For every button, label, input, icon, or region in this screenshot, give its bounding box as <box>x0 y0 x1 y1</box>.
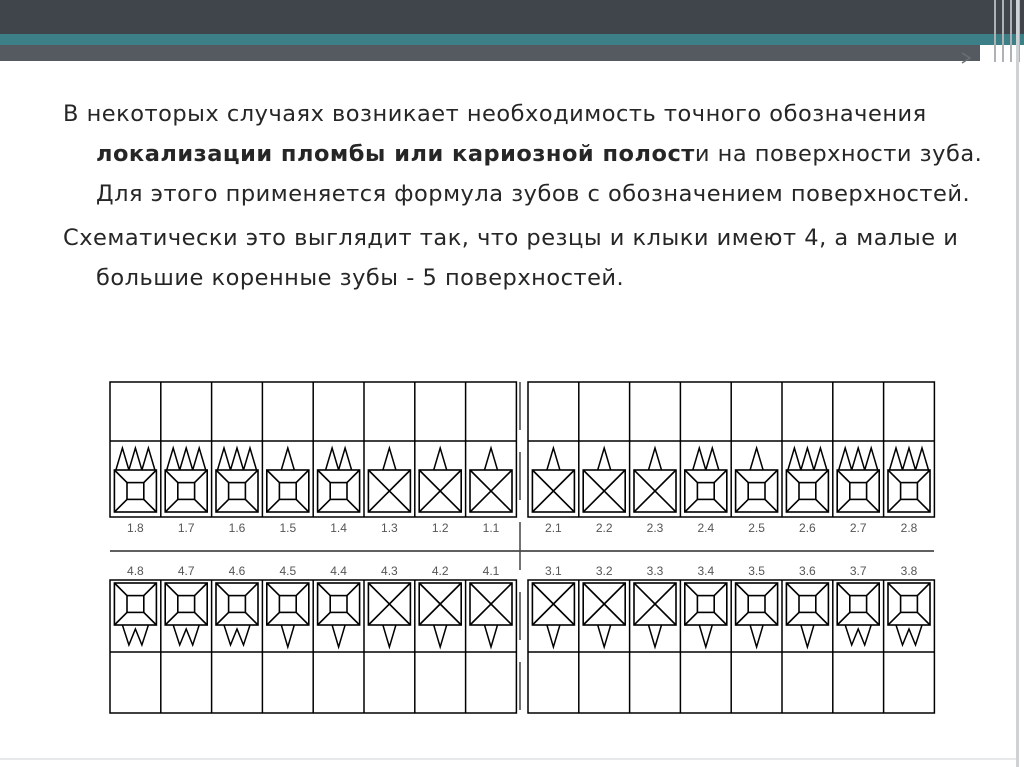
lower-tooth-3.8-center <box>901 596 918 613</box>
lower-tooth-4.4-diag <box>318 583 331 596</box>
upper-root-2.4 <box>693 448 719 470</box>
lower-tooth-4.5-diag <box>296 583 309 596</box>
lower-tooth-label: 4.7 <box>177 564 195 578</box>
upper-tooth-2.8-diag <box>917 470 930 483</box>
lower-tooth-label: 3.8 <box>900 564 918 578</box>
lower-tooth-3.7 <box>837 583 879 625</box>
upper-tooth-label: 2.4 <box>697 521 715 535</box>
lower-tooth-4.8 <box>114 583 156 625</box>
lower-tooth-3.6 <box>786 583 828 625</box>
lower-tooth-4.4-diag <box>347 612 360 625</box>
lower-root-3.4 <box>699 625 712 647</box>
lower-tooth-4.8-center <box>127 596 144 613</box>
upper-root-1.3 <box>383 448 396 470</box>
lower-tooth-label: 4.6 <box>228 564 246 578</box>
upper-tooth-1.6-center <box>229 483 246 500</box>
lower-root-4.1 <box>485 625 498 647</box>
lower-tooth-3.8-diag <box>888 583 901 596</box>
lower-tooth-3.5-diag <box>765 583 778 596</box>
lower-tooth-4.1 <box>470 583 512 625</box>
lower-tooth-3.4 <box>685 583 727 625</box>
lower-tooth-label: 4.4 <box>330 564 347 578</box>
lower-tooth-3.5-diag <box>736 583 749 596</box>
lower-root-4.2 <box>434 625 447 647</box>
upper-tooth-2.8 <box>888 470 930 512</box>
upper-tooth-label: 2.5 <box>748 521 765 535</box>
upper-tooth-2.6 <box>786 470 828 512</box>
lower-tooth-3.8 <box>888 583 930 625</box>
lower-tooth-4.7-center <box>178 596 195 613</box>
lower-tooth-label: 4.5 <box>279 564 297 578</box>
upper-tooth-1.1 <box>470 470 512 512</box>
lower-root-4.8 <box>122 625 148 645</box>
upper-tooth-1.8-diag <box>144 470 157 483</box>
paragraph-2: Схематически это выглядит так, что резцы и клыки имеют 4, а малые и большие коренные зубы - 5 поверхностей. <box>63 225 959 291</box>
upper-tooth-1.6-diag <box>245 499 258 512</box>
upper-tooth-2.5-diag <box>765 499 778 512</box>
upper-tooth-2.7-diag <box>867 470 880 483</box>
upper-tooth-2.4-diag <box>685 499 698 512</box>
upper-root-1.7 <box>167 448 206 470</box>
paragraph-1-bold: локализации пломбы или кариозной полост <box>96 141 695 167</box>
lower-tooth-label: 3.2 <box>595 564 613 578</box>
lower-tooth-3.4-diag <box>714 612 727 625</box>
upper-tooth-2.1 <box>532 470 574 512</box>
upper-tooth-2.6-diag <box>786 470 799 483</box>
upper-tooth-2.6-diag <box>786 499 799 512</box>
upper-tooth-2.7-diag <box>867 499 880 512</box>
lower-tooth-4.7-diag <box>195 612 208 625</box>
upper-tooth-2.5-center <box>748 483 765 500</box>
upper-tooth-2.4-diag <box>685 470 698 483</box>
lower-tooth-4.8-diag <box>114 612 127 625</box>
lower-tooth-4.5-center <box>279 596 296 613</box>
lower-root-3.8 <box>896 625 922 645</box>
upper-tooth-1.5-diag <box>267 499 280 512</box>
lower-tooth-3.3 <box>634 583 676 625</box>
lower-tooth-4.5-diag <box>267 583 280 596</box>
lower-root-3.3 <box>649 625 662 647</box>
lower-root-3.1 <box>547 625 560 647</box>
lower-tooth-3.6-diag <box>816 583 829 596</box>
lower-tooth-4.8-diag <box>144 612 157 625</box>
lower-tooth-4.4-diag <box>347 583 360 596</box>
lower-tooth-4.8-diag <box>144 583 157 596</box>
lower-tooth-3.5-diag <box>765 612 778 625</box>
lower-tooth-4.6-diag <box>216 583 229 596</box>
upper-tooth-1.7-center <box>178 483 195 500</box>
upper-tooth-label: 1.1 <box>482 521 500 535</box>
upper-tooth-1.6-diag <box>245 470 258 483</box>
upper-tooth-label: 1.8 <box>127 521 144 535</box>
upper-tooth-2.6-center <box>799 483 816 500</box>
lower-tooth-3.6-center <box>799 596 816 613</box>
upper-root-1.5 <box>281 448 294 470</box>
upper-root-1.8 <box>116 448 155 470</box>
lower-tooth-3.5-center <box>748 596 765 613</box>
upper-tooth-label: 1.4 <box>330 521 347 535</box>
upper-tooth-2.3 <box>634 470 676 512</box>
lower-tooth-label: 4.2 <box>431 564 449 578</box>
lower-tooth-3.6-diag <box>816 612 829 625</box>
upper-root-2.8 <box>890 448 929 470</box>
upper-root-2.2 <box>598 448 611 470</box>
lower-tooth-label: 3.5 <box>748 564 765 578</box>
lower-tooth-3.4-diag <box>685 612 698 625</box>
lower-tooth-4.7-diag <box>195 583 208 596</box>
upper-tooth-1.7-diag <box>165 470 178 483</box>
upper-tooth-1.5-diag <box>296 499 309 512</box>
upper-root-2.3 <box>649 448 662 470</box>
upper-tooth-2.8-center <box>901 483 918 500</box>
upper-tooth-1.4-diag <box>347 470 360 483</box>
upper-tooth-1.8-diag <box>144 499 157 512</box>
upper-tooth-2.5-diag <box>765 470 778 483</box>
lower-tooth-3.8-diag <box>888 612 901 625</box>
lower-tooth-3.4-diag <box>714 583 727 596</box>
upper-root-1.4 <box>326 448 352 470</box>
upper-tooth-label: 2.7 <box>849 521 867 535</box>
upper-root-2.5 <box>750 448 763 470</box>
lower-tooth-3.4-diag <box>685 583 698 596</box>
lower-root-4.6 <box>224 625 250 645</box>
lower-tooth-label: 3.7 <box>849 564 867 578</box>
lower-tooth-3.8-diag <box>917 583 930 596</box>
upper-tooth-2.8-diag <box>917 499 930 512</box>
lower-tooth-4.5-diag <box>267 612 280 625</box>
lower-tooth-4.7 <box>165 583 207 625</box>
upper-tooth-1.4 <box>318 470 360 512</box>
upper-tooth-label: 1.5 <box>279 521 297 535</box>
upper-root-1.1 <box>485 448 498 470</box>
lower-tooth-4.6 <box>216 583 258 625</box>
upper-tooth-2.4 <box>685 470 727 512</box>
lower-tooth-4.6-diag <box>216 612 229 625</box>
lower-tooth-4.8-diag <box>114 583 127 596</box>
upper-tooth-label: 1.2 <box>431 521 449 535</box>
upper-tooth-2.4-diag <box>714 499 727 512</box>
upper-tooth-1.5-diag <box>296 470 309 483</box>
lower-tooth-4.5 <box>267 583 309 625</box>
lower-tooth-4.2 <box>419 583 461 625</box>
lower-tooth-label: 3.1 <box>545 564 562 578</box>
lower-tooth-label: 3.4 <box>697 564 715 578</box>
upper-tooth-1.6 <box>216 470 258 512</box>
upper-tooth-1.7-diag <box>165 499 178 512</box>
upper-tooth-2.7-center <box>850 483 867 500</box>
upper-tooth-2.7-diag <box>837 470 850 483</box>
lower-root-4.4 <box>332 625 345 647</box>
upper-tooth-label: 2.1 <box>545 521 562 535</box>
lower-tooth-3.7-diag <box>867 612 880 625</box>
upper-tooth-1.4-diag <box>318 499 331 512</box>
upper-tooth-2.5 <box>736 470 778 512</box>
lower-tooth-4.4-diag <box>318 612 331 625</box>
upper-tooth-1.8-center <box>127 483 144 500</box>
upper-tooth-1.5-center <box>279 483 296 500</box>
lower-tooth-4.6-diag <box>245 583 258 596</box>
upper-tooth-1.2 <box>419 470 461 512</box>
lower-tooth-4.7-diag <box>165 612 178 625</box>
paragraph-1-text: В некоторых случаях возникает необходимость точного обозначения <box>63 101 927 127</box>
lower-tooth-label: 4.1 <box>482 564 500 578</box>
upper-tooth-1.7-diag <box>195 470 208 483</box>
upper-tooth-1.4-center <box>330 483 347 500</box>
upper-tooth-label: 1.6 <box>228 521 246 535</box>
upper-tooth-2.6-diag <box>816 470 829 483</box>
lower-tooth-3.8-diag <box>917 612 930 625</box>
upper-tooth-label: 1.3 <box>381 521 398 535</box>
upper-tooth-1.8-diag <box>114 470 127 483</box>
lower-tooth-label: 4.3 <box>381 564 398 578</box>
lower-tooth-4.5-diag <box>296 612 309 625</box>
upper-tooth-1.7-diag <box>195 499 208 512</box>
lower-root-3.6 <box>801 625 814 647</box>
upper-tooth-2.4-diag <box>714 470 727 483</box>
lower-tooth-label: 3.6 <box>799 564 816 578</box>
upper-tooth-2.7-diag <box>837 499 850 512</box>
upper-tooth-2.5-diag <box>736 499 749 512</box>
upper-tooth-1.3 <box>368 470 410 512</box>
upper-root-2.6 <box>788 448 827 470</box>
upper-tooth-label: 2.8 <box>900 521 918 535</box>
upper-tooth-1.6-diag <box>216 470 229 483</box>
upper-root-1.6 <box>218 448 257 470</box>
upper-tooth-1.7 <box>165 470 207 512</box>
lower-tooth-label: 3.3 <box>646 564 664 578</box>
upper-tooth-label: 1.7 <box>177 521 195 535</box>
lower-tooth-4.4 <box>318 583 360 625</box>
lower-tooth-4.6-diag <box>245 612 258 625</box>
upper-tooth-1.5-diag <box>267 470 280 483</box>
lower-tooth-3.6-diag <box>786 583 799 596</box>
lower-tooth-3.7-diag <box>837 612 850 625</box>
upper-tooth-2.8-diag <box>888 499 901 512</box>
upper-tooth-label: 2.6 <box>799 521 816 535</box>
lower-tooth-label: 4.8 <box>127 564 144 578</box>
upper-tooth-2.7 <box>837 470 879 512</box>
upper-tooth-1.4-diag <box>347 499 360 512</box>
upper-tooth-1.4-diag <box>318 470 331 483</box>
upper-tooth-1.8 <box>114 470 156 512</box>
lower-root-4.5 <box>281 625 294 647</box>
lower-tooth-3.2 <box>583 583 625 625</box>
lower-tooth-3.5 <box>736 583 778 625</box>
lower-tooth-3.4-center <box>697 596 714 613</box>
lower-tooth-3.7-center <box>850 596 867 613</box>
lower-tooth-4.3 <box>368 583 410 625</box>
lower-root-3.2 <box>598 625 611 647</box>
lower-tooth-4.6-center <box>229 596 246 613</box>
upper-root-2.7 <box>839 448 878 470</box>
upper-tooth-1.6-diag <box>216 499 229 512</box>
lower-root-3.7 <box>845 625 871 645</box>
upper-tooth-label: 2.2 <box>595 521 613 535</box>
lower-tooth-3.7-diag <box>837 583 850 596</box>
upper-tooth-1.8-diag <box>114 499 127 512</box>
lower-root-3.5 <box>750 625 763 647</box>
lower-root-4.3 <box>383 625 396 647</box>
upper-tooth-1.5 <box>267 470 309 512</box>
lower-root-4.7 <box>173 625 199 645</box>
lower-tooth-3.5-diag <box>736 612 749 625</box>
upper-tooth-2.2 <box>583 470 625 512</box>
lower-tooth-3.6-diag <box>786 612 799 625</box>
lower-tooth-3.7-diag <box>867 583 880 596</box>
upper-tooth-label: 2.3 <box>646 521 664 535</box>
lower-tooth-3.1 <box>532 583 574 625</box>
upper-root-1.2 <box>434 448 447 470</box>
upper-root-2.1 <box>547 448 560 470</box>
paragraph-1-text-end: и на поверхности зуба. Для этого применяется формула зубов с обозначением поверхностей. <box>96 141 983 207</box>
lower-tooth-4.7-diag <box>165 583 178 596</box>
upper-tooth-2.8-diag <box>888 470 901 483</box>
upper-tooth-2.4-center <box>697 483 714 500</box>
upper-tooth-2.6-diag <box>816 499 829 512</box>
lower-tooth-4.4-center <box>330 596 347 613</box>
upper-tooth-2.5-diag <box>736 470 749 483</box>
